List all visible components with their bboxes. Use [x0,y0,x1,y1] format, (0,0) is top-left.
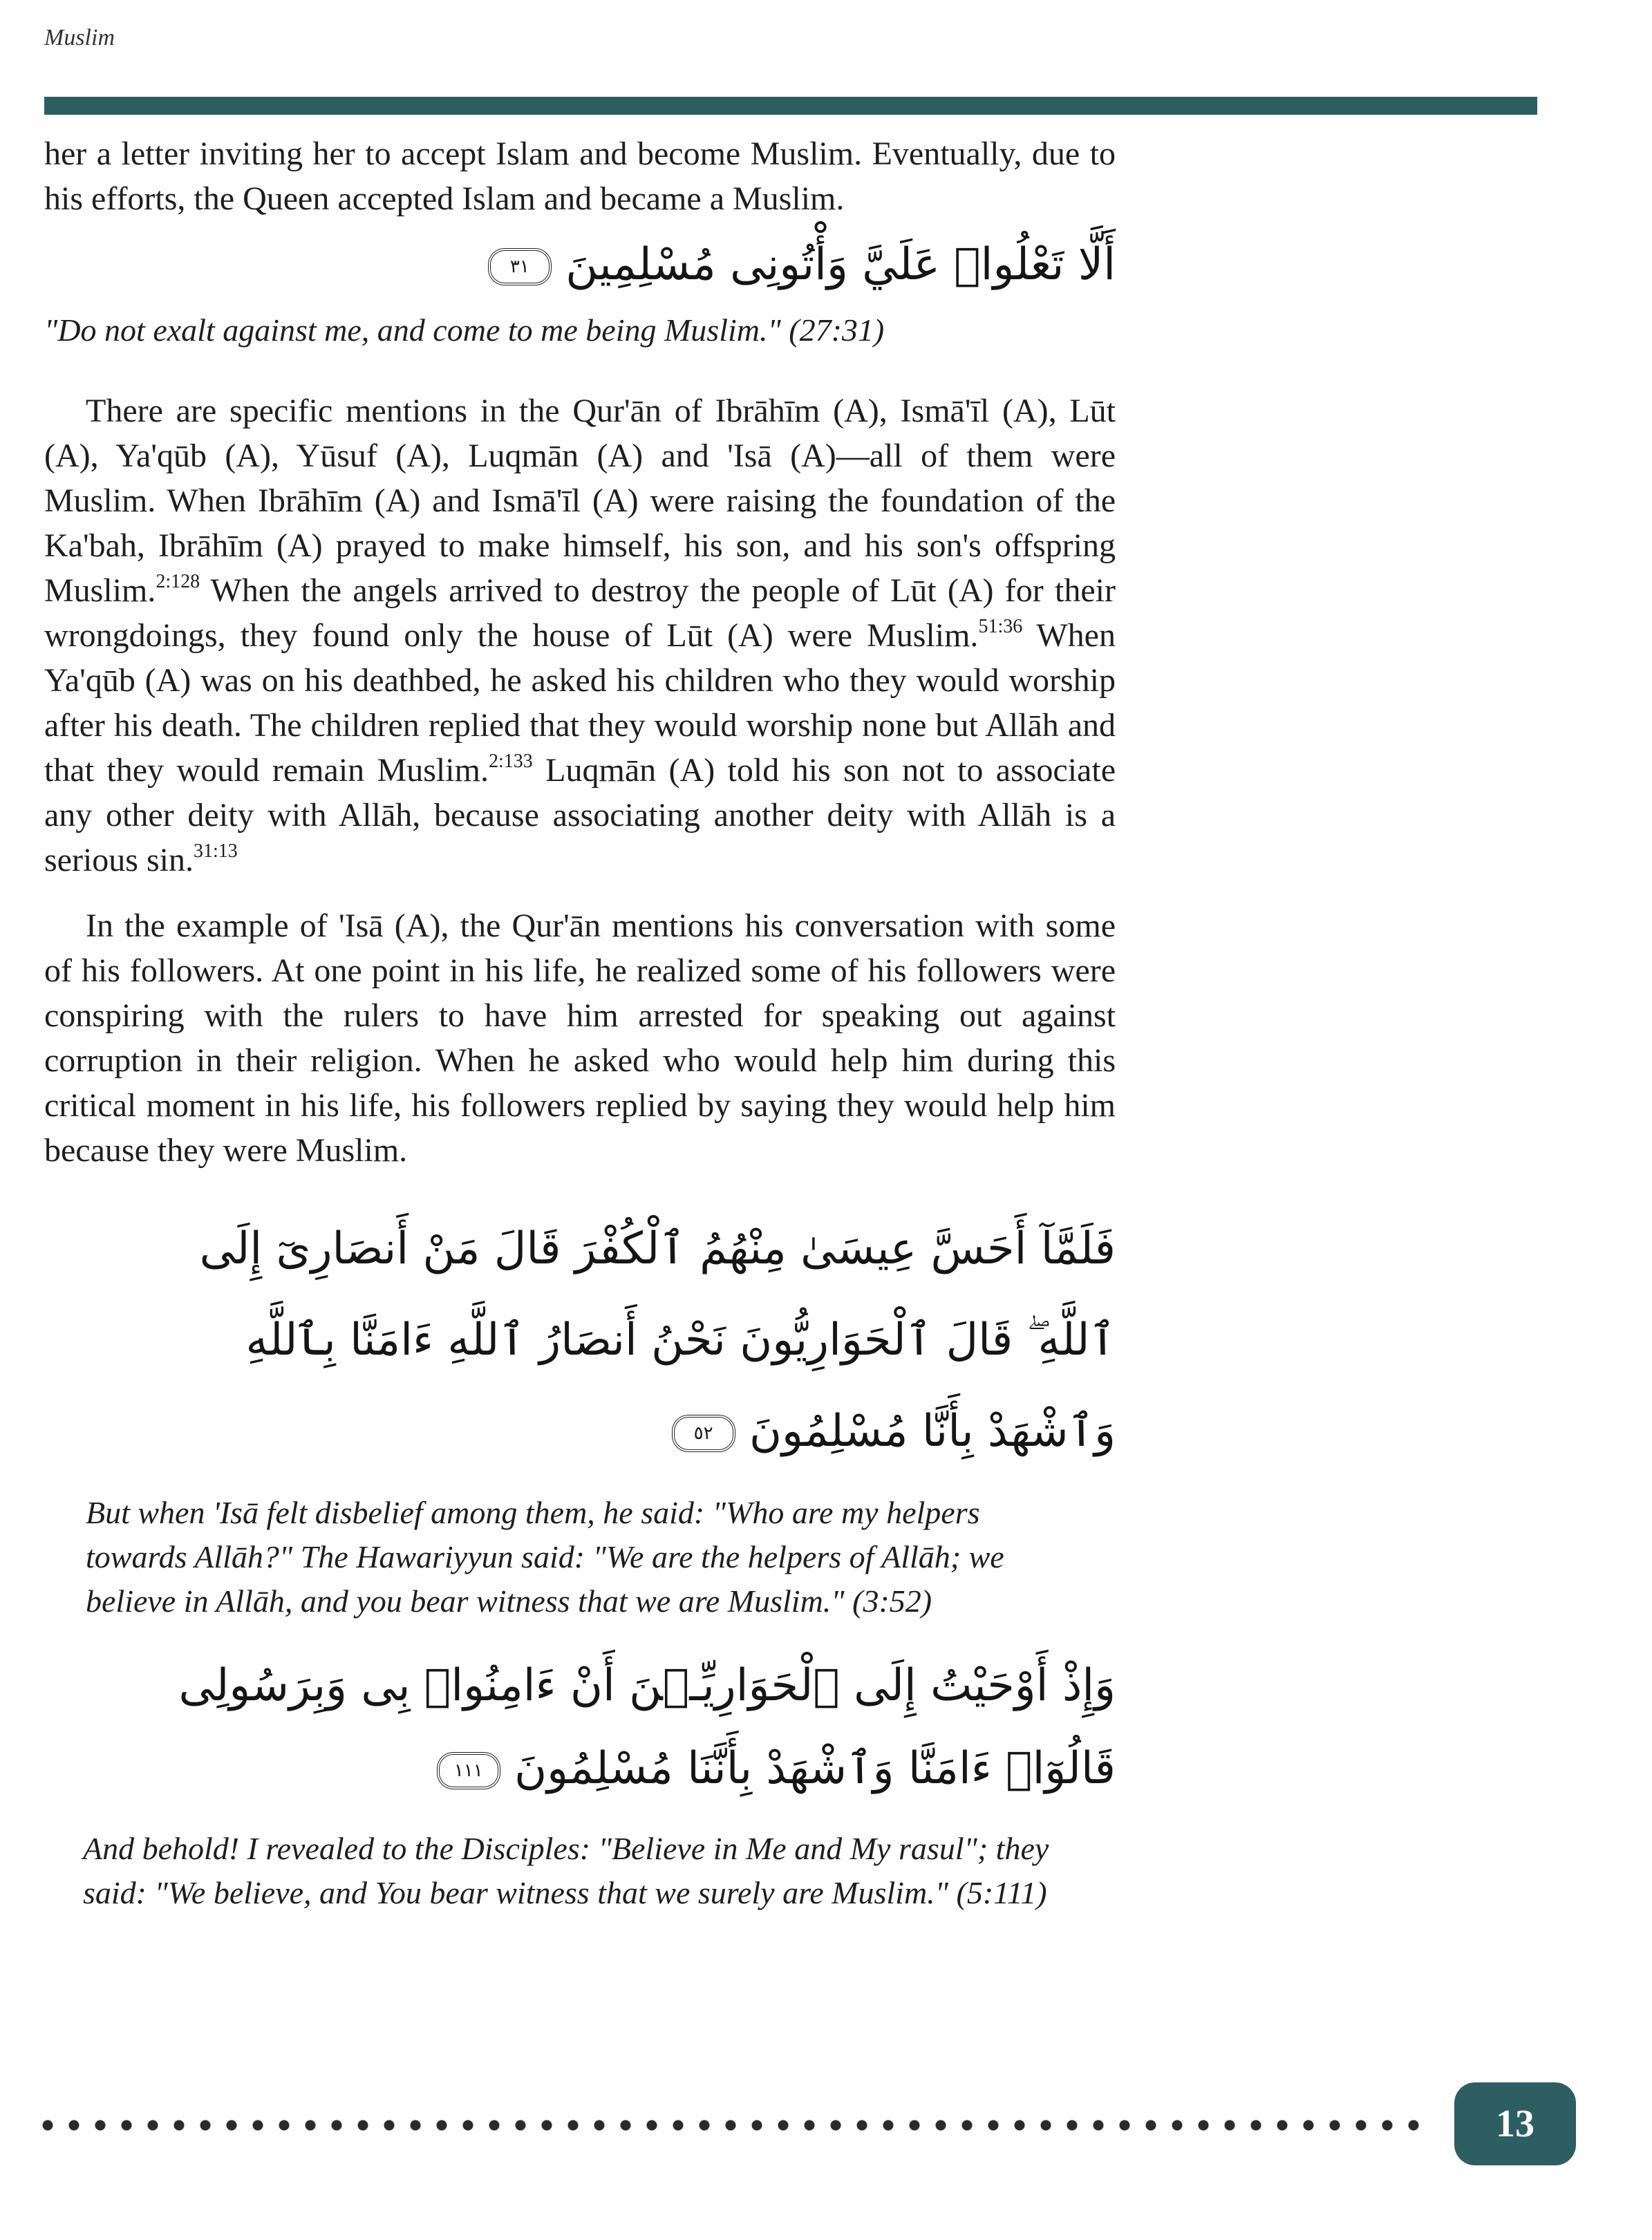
arabic-verse-line: وَإِذْ أَوْحَيْتُ إِلَى ٱلْحَوَارِيِّـۧنَ أَنْ ءَامِنُوا۟ بِى وَبِرَسُولِى [178,1660,1116,1711]
arabic-verse-line [44,1386,1116,1477]
translation-line: towards Allāh?" The Hawariyyun said: "We are the helpers of Allāh; we [86,1539,1004,1574]
arabic-verse-line: ٱللَّهِ ۖ قَالَ ٱلْحَوَارِيُّونَ نَحْنُ أَنصَارُ ٱللَّهِ ءَامَنَّا بِٱللَّهِ [245,1315,1116,1366]
ayah-number-marker: ٣١ [488,248,552,285]
arabic-verse-line [44,1727,1116,1810]
header-divider-bar [44,97,1537,115]
translation-line: But when 'Isā felt disbelief among them, he said: "Who are my helpers [86,1495,980,1530]
footer-dotted-rule [35,2117,1431,2134]
running-header-title: Muslim [44,25,115,50]
paragraph-text: When Ya'qūb (A) was on his deathbed, he asked his children who they would worship after his death. The children replied that they would worship none but Allāh and that they would remain Muslim. [44,617,1116,789]
arabic-verse-text: قَالُوٓا۟ ءَامَنَّا وَٱشْهَدْ بِأَنَّنَا مُسْلِمُونَ [514,1743,1116,1794]
page-number-badge: 13 [1454,2082,1576,2165]
paragraph-text: There are specific mentions in the Qur'ān of Ibrāhīm (A), Ismā'īl (A), Lūt (A), Ya'qūb (A), Yūsuf (A), Luqmān (A) and 'Isā (A)—all of them were Muslim. When Ibrāhīm (A) and Ismā'īl (A) were raising the foundation of the Ka'bah, Ibrāhīm (A) prayed to make himself, his son, and his son's offspring Muslim. [44,393,1116,609]
ayah-number-marker: ١١١ [437,1752,500,1789]
translation-line: said: "We believe, and You bear witness that we surely are Muslim." (5:111) [83,1875,1047,1910]
prophets-paragraph [44,388,1116,883]
reference-superscript: 31:13 [194,840,238,862]
reference-superscript: 2:128 [156,571,200,592]
quran-verse-3-52 [44,1203,1116,1477]
reference-superscript: 51:36 [978,616,1023,637]
quran-verse-5-111 [44,1644,1116,1810]
reference-superscript: 2:133 [488,751,533,772]
translation-line: believe in Allāh, and you bear witness that we are Muslim." (3:52) [86,1583,932,1619]
arabic-verse-text: وَٱشْهَدْ بِأَنَّا مُسْلِمُونَ [749,1406,1116,1457]
quran-verse-27-31 [44,239,1116,290]
verse-translation-27-31: "Do not exalt against me, and come to me being Muslim." (27:31) [44,312,885,348]
page-content [44,131,1116,1915]
isa-paragraph: In the example of 'Isā (A), the Qur'ān mentions his conversation with some of his followers. At one point in his life, he realized some of his followers were conspiring with the rulers to have him arrested for speaking out against corruption in their religion. When he asked who would help him during this critical moment in his life, his followers replied by saying they would help him because they were Muslim. [44,907,1116,1169]
arabic-verse-text: أَلَّا تَعْلُوا۟ عَلَيَّ وَأْتُونِى مُسْلِمِينَ [565,239,1116,290]
arabic-verse-line: فَلَمَّآ أَحَسَّ عِيسَىٰ مِنْهُمُ ٱلْكُفْرَ قَالَ مَنْ أَنصَارِىٓ إِلَى [199,1223,1116,1274]
translation-line: And behold! I revealed to the Disciples: "Believe in Me and My rasul"; they [83,1831,1049,1866]
intro-paragraph [44,131,1116,221]
paragraph-text: When the angels arrived to destroy the people of Lūt (A) for their wrongdoings, they found only the house of Lūt (A) were Muslim. [44,572,1116,654]
intro-line: due to his efforts, the Queen accepted Islam and became a Muslim. [44,135,1116,217]
verse-translation-5-111 [44,1827,1116,1915]
ayah-number-marker: ٥٢ [672,1415,735,1452]
intro-line: her a letter inviting her to accept Islam and become Muslim. Eventually, [44,135,1022,172]
paragraph-text: Luqmān (A) told his son not to associate any other deity with Allāh, because associating another deity with Allāh is a serious sin. [44,752,1116,878]
verse-translation-3-52 [44,1491,1116,1623]
